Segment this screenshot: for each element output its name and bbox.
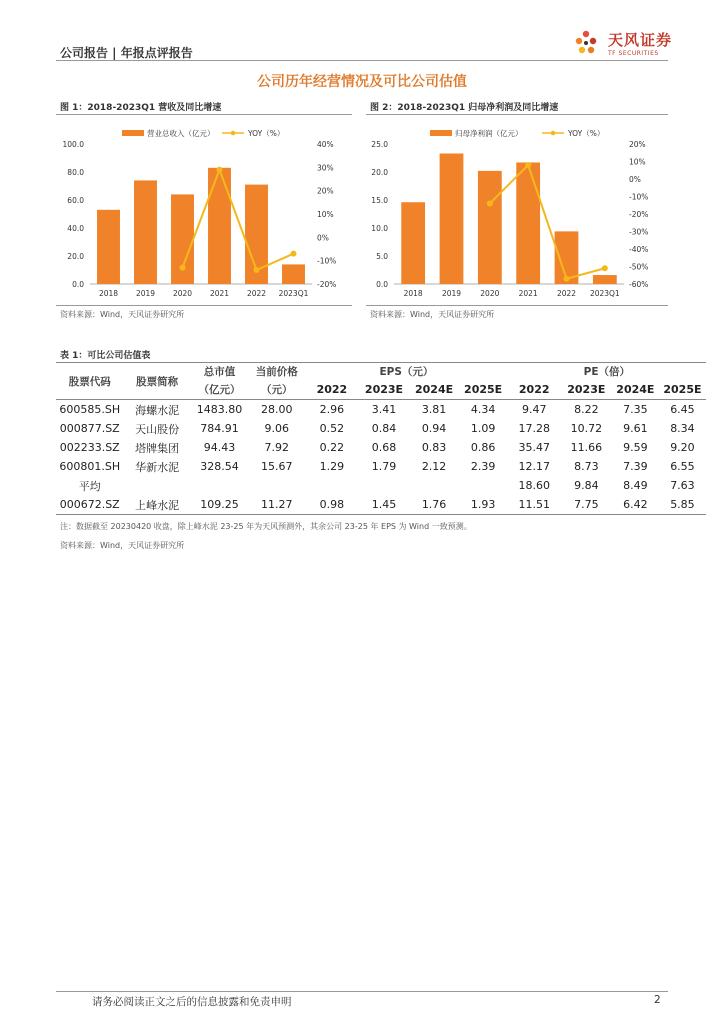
y-left-tick: 80.0 xyxy=(67,168,84,177)
pe-year-2023E: 2023E xyxy=(567,382,606,396)
y-right-tick: 20% xyxy=(629,140,646,149)
revenue-chart xyxy=(56,118,352,304)
eps-cell: 1.29 xyxy=(319,460,345,473)
eps-cell: 0.98 xyxy=(319,498,345,511)
eps-cell: 0.83 xyxy=(421,441,447,454)
yoy-line xyxy=(490,165,605,279)
legend-line-label: YOY（%） xyxy=(568,129,605,138)
header-code: 股票代码 xyxy=(56,363,123,400)
empty xyxy=(123,476,190,495)
empty xyxy=(305,476,358,495)
pe-cell: 9.59 xyxy=(623,441,648,454)
x-tick: 2020 xyxy=(480,289,500,298)
stock-code: 600801.SH xyxy=(59,460,121,473)
current-price: 15.67 xyxy=(260,460,293,473)
x-tick: 2019 xyxy=(441,289,462,298)
yoy-point xyxy=(525,162,531,168)
legend-line-label: YOY（%） xyxy=(248,129,285,138)
empty xyxy=(459,476,508,495)
table-source: 资料来源：Wind，天风证券研究所 xyxy=(60,541,185,550)
market-cap: 1483.80 xyxy=(196,403,243,416)
pe-cell: 9.47 xyxy=(521,403,547,416)
bar xyxy=(401,202,425,284)
eps-year-2025E: 2025E xyxy=(464,382,503,396)
eps-cell: 4.34 xyxy=(470,403,496,416)
brand-name: 天风证券 xyxy=(608,31,673,49)
stock-name: 华新水泥 xyxy=(135,460,180,474)
header-price-unit: （元） xyxy=(248,379,305,400)
figure1-source: 资料来源：Wind，天风证券研究所 xyxy=(60,310,185,319)
header-eps: EPS（元） xyxy=(379,365,434,378)
y-right-tick: 10% xyxy=(317,210,334,219)
table-row xyxy=(56,438,706,457)
eps-cell: 2.39 xyxy=(470,460,496,473)
pe-cell: 7.35 xyxy=(623,403,648,416)
eps-cell: 0.84 xyxy=(371,422,397,435)
market-cap: 328.54 xyxy=(200,460,239,473)
figure2-source: 资料来源：Wind，天风证券研究所 xyxy=(370,310,495,319)
pe-cell: 10.72 xyxy=(570,422,603,435)
legend-bar-label: 营业总收入（亿元） xyxy=(147,129,215,138)
stock-name: 上峰水泥 xyxy=(135,498,180,512)
x-tick: 2018 xyxy=(403,289,423,298)
yoy-point xyxy=(254,267,260,273)
x-tick: 2022 xyxy=(556,289,577,298)
brand-subtitle: TF SECURITIES xyxy=(608,50,659,57)
y-left-tick: 0.0 xyxy=(376,280,388,289)
net-profit-chart xyxy=(366,118,668,304)
eps-year-2023E: 2023E xyxy=(364,382,404,396)
pe-cell: 7.63 xyxy=(670,479,695,492)
stock-name: 塔牌集团 xyxy=(135,441,180,455)
y-left-tick: 20.0 xyxy=(67,252,84,261)
y-right-tick: -20% xyxy=(629,210,649,219)
x-tick: 2021 xyxy=(209,289,230,298)
market-cap: 784.91 xyxy=(200,422,239,435)
eps-cell: 0.86 xyxy=(470,441,496,454)
figure1-title: 图 1：2018-2023Q1 营收及同比增速 xyxy=(60,103,222,113)
page-number: 2 xyxy=(654,994,661,1006)
y-right-tick: -30% xyxy=(629,227,649,237)
pe-cell: 35.47 xyxy=(518,441,550,454)
pe-cell: 5.85 xyxy=(670,498,695,511)
figure2-divider xyxy=(366,114,668,115)
bar xyxy=(593,275,617,284)
average-label: 平均 xyxy=(78,479,101,493)
pe-year-2022: 2022 xyxy=(518,382,550,396)
figure2-bottom-divider xyxy=(366,305,668,306)
bar xyxy=(282,264,305,284)
y-right-tick: -50% xyxy=(629,262,649,272)
y-left-tick: 0.0 xyxy=(72,280,84,289)
x-tick: 2023Q1 xyxy=(278,289,309,298)
pe-year-2024E: 2024E xyxy=(616,382,655,396)
bar xyxy=(516,162,540,284)
y-left-tick: 5.0 xyxy=(376,252,388,261)
current-price: 11.27 xyxy=(260,498,293,511)
eps-cell: 1.45 xyxy=(371,498,397,511)
x-tick: 2019 xyxy=(135,289,156,298)
header-cap: 总市值 xyxy=(203,365,236,378)
y-right-tick: 0% xyxy=(317,233,329,243)
pe-cell: 7.75 xyxy=(574,498,599,511)
current-price: 7.92 xyxy=(264,441,289,454)
figure1-divider xyxy=(56,114,352,115)
empty xyxy=(358,476,409,495)
bar xyxy=(134,180,157,284)
pe-cell: 6.45 xyxy=(670,403,695,416)
y-right-tick: 0% xyxy=(629,175,641,184)
header-name: 股票简称 xyxy=(123,363,190,400)
pe-cell: 9.61 xyxy=(623,422,648,435)
pe-cell: 6.55 xyxy=(670,460,695,473)
report-type: 公司报告 | 年报点评报告 xyxy=(60,46,193,60)
stock-name: 天山股份 xyxy=(135,422,180,436)
footer-divider xyxy=(56,991,668,992)
bar xyxy=(478,171,502,284)
bar xyxy=(208,168,231,284)
empty xyxy=(248,476,305,495)
empty xyxy=(191,476,248,495)
legend-bar-swatch xyxy=(430,130,452,136)
stock-code: 600585.SH xyxy=(59,403,121,416)
eps-cell: 0.94 xyxy=(421,422,447,435)
pe-cell: 11.51 xyxy=(518,498,550,511)
header-cap-unit: （亿元） xyxy=(191,379,248,400)
y-right-tick: -10% xyxy=(629,192,649,202)
eps-cell: 2.12 xyxy=(421,460,447,473)
pe-cell: 12.17 xyxy=(518,460,550,473)
stock-name: 海螺水泥 xyxy=(135,403,180,417)
x-tick: 2018 xyxy=(98,289,119,298)
y-right-tick: 40% xyxy=(317,140,334,149)
pe-year-2025E: 2025E xyxy=(663,382,702,396)
x-tick: 2021 xyxy=(518,289,538,298)
y-right-tick: -20% xyxy=(317,280,337,289)
eps-year-2024E: 2024E xyxy=(415,382,454,396)
legend-bar-swatch xyxy=(122,130,144,136)
pe-cell: 11.66 xyxy=(570,441,603,454)
eps-cell: 1.76 xyxy=(421,498,447,511)
yoy-point xyxy=(180,265,186,271)
stock-code: 000877.SZ xyxy=(59,422,120,435)
eps-cell: 3.81 xyxy=(421,403,447,416)
header-pe: PE（倍） xyxy=(583,365,630,378)
y-left-tick: 40.0 xyxy=(67,224,84,233)
y-right-tick: 10% xyxy=(629,157,646,167)
flower-icon xyxy=(576,31,596,53)
y-left-tick: 25.0 xyxy=(371,140,388,149)
yoy-point xyxy=(487,201,493,207)
average-row xyxy=(56,476,706,495)
current-price: 9.06 xyxy=(264,422,289,435)
header-price: 当前价格 xyxy=(255,365,298,378)
y-left-tick: 100.0 xyxy=(62,140,84,149)
x-tick: 2023Q1 xyxy=(589,289,620,298)
yoy-point xyxy=(291,251,297,257)
current-price: 28.00 xyxy=(260,403,293,416)
footer-disclaimer: 请务必阅读正文之后的信息披露和免责申明 xyxy=(92,996,292,1008)
table-row xyxy=(56,457,706,476)
x-tick: 2020 xyxy=(172,289,193,298)
yoy-point xyxy=(564,276,570,282)
pe-cell: 18.60 xyxy=(518,479,550,492)
section-title: 公司历年经营情况及可比公司估值 xyxy=(257,74,467,90)
figure2-title: 图 2：2018-2023Q1 归母净利润及同比增速 xyxy=(370,103,559,113)
y-right-tick: 20% xyxy=(317,186,334,196)
pe-cell: 17.28 xyxy=(518,422,550,435)
legend-line-marker xyxy=(231,131,236,136)
pe-cell: 8.73 xyxy=(574,460,599,473)
y-left-tick: 15.0 xyxy=(371,196,388,205)
eps-cell: 3.41 xyxy=(371,403,397,416)
table-row xyxy=(56,400,706,420)
y-right-tick: -60% xyxy=(629,280,649,289)
pe-cell: 8.34 xyxy=(670,422,695,435)
empty xyxy=(410,476,459,495)
legend-bar-label: 归母净利润（亿元） xyxy=(455,129,523,138)
eps-cell: 1.93 xyxy=(470,498,496,511)
eps-cell: 0.52 xyxy=(319,422,345,435)
y-left-tick: 10.0 xyxy=(371,224,388,233)
pe-cell: 8.22 xyxy=(574,403,599,416)
y-left-tick: 60.0 xyxy=(67,196,84,205)
pe-cell: 9.20 xyxy=(670,441,695,454)
market-cap: 94.43 xyxy=(203,441,236,454)
pe-cell: 9.84 xyxy=(574,479,599,492)
table-title: 表 1：可比公司估值表 xyxy=(60,351,151,361)
stock-code: 002233.SZ xyxy=(59,441,120,454)
eps-cell: 1.79 xyxy=(371,460,397,473)
eps-cell: 1.09 xyxy=(470,422,496,435)
pe-cell: 7.39 xyxy=(623,460,648,473)
yoy-point xyxy=(217,167,223,173)
bar xyxy=(97,210,120,284)
figure1-bottom-divider xyxy=(56,305,352,306)
table-row xyxy=(56,495,706,515)
table-note: 注：数据截至 20230420 收盘，除上峰水泥 23-25 年为天风预测外，其余公司 23-25 年 EPS 为 Wind 一致预测。 xyxy=(60,522,472,531)
yoy-point xyxy=(602,265,608,271)
eps-cell: 0.68 xyxy=(371,441,397,454)
market-cap: 109.25 xyxy=(200,498,239,511)
y-right-tick: -10% xyxy=(317,256,337,266)
y-right-tick: -40% xyxy=(629,245,649,254)
y-left-tick: 20.0 xyxy=(371,168,388,177)
eps-cell: 2.96 xyxy=(319,403,345,416)
legend-line-marker xyxy=(551,131,556,136)
table-row xyxy=(56,419,706,438)
eps-cell: 0.22 xyxy=(319,441,345,454)
header-divider xyxy=(56,60,668,61)
pe-cell: 6.42 xyxy=(623,498,648,511)
eps-year-2022: 2022 xyxy=(316,382,348,396)
bar xyxy=(440,154,464,284)
valuation-table xyxy=(56,362,706,515)
y-right-tick: 30% xyxy=(317,163,334,173)
pe-cell: 8.49 xyxy=(623,479,648,492)
x-tick: 2022 xyxy=(246,289,267,298)
stock-code: 000672.SZ xyxy=(59,498,120,511)
yoy-line xyxy=(183,170,294,270)
